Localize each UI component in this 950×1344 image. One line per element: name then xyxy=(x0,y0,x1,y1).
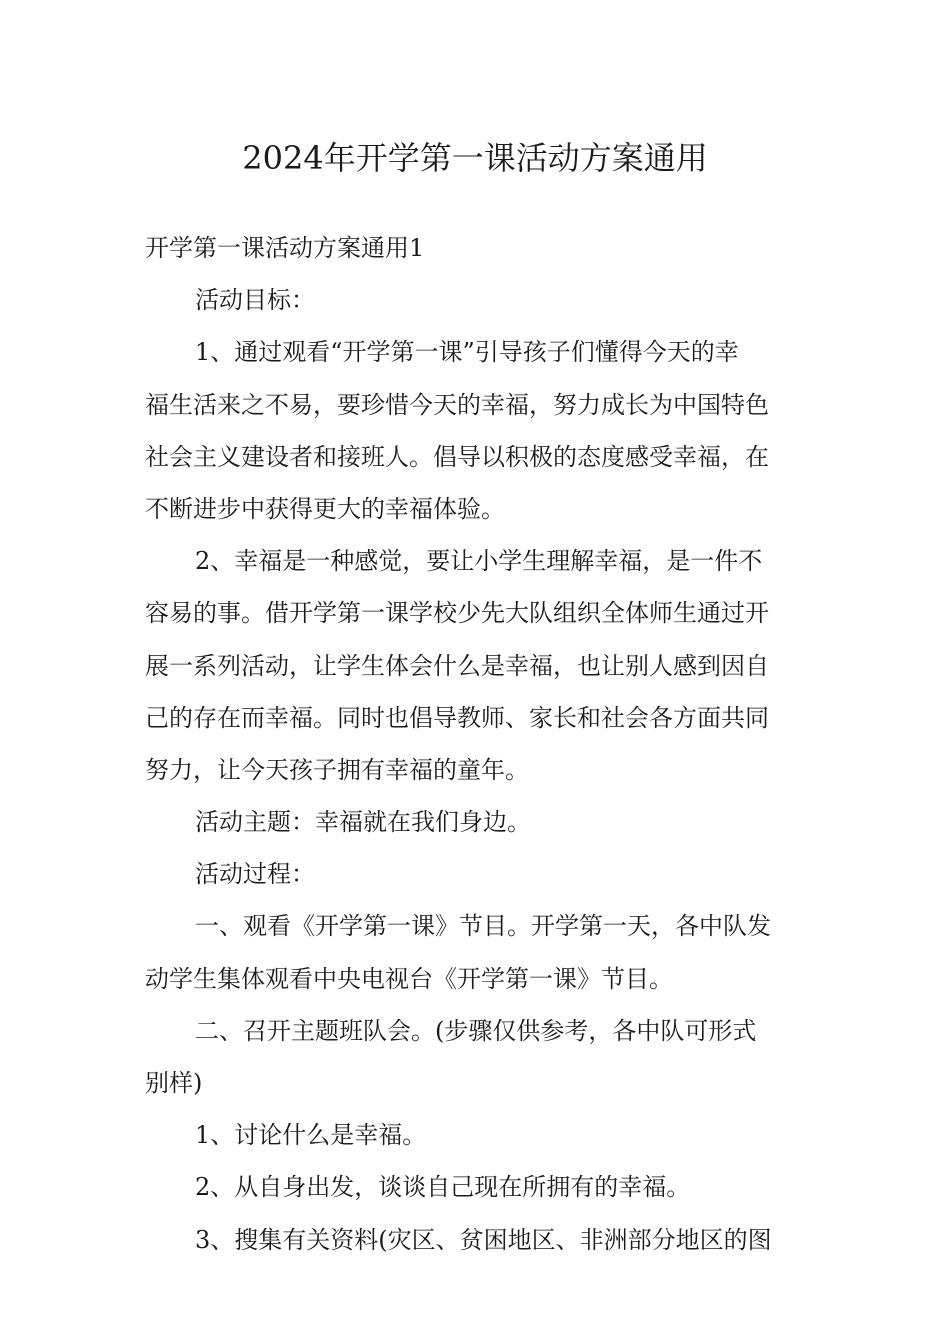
text-line: 2、从自身出发，谈谈自己现在所拥有的幸福。 xyxy=(195,1173,691,1202)
text-line: 活动主题：幸福就在我们身边。 xyxy=(195,808,531,837)
text-line: 别样) xyxy=(145,1069,203,1097)
text-line: 活动目标： xyxy=(195,286,315,315)
text-line: 不断进步中获得更大的幸福体验。 xyxy=(145,494,505,523)
text-line: 努力，让今天孩子拥有幸福的童年。 xyxy=(145,755,529,784)
text-line: 1、讨论什么是幸福。 xyxy=(195,1121,427,1150)
text-line: 1、通过观看“开学第一课”引导孩子们懂得今天的幸 xyxy=(195,338,739,367)
text-line: 展一系列活动，让学生体会什么是幸福，也让别人感到因自 xyxy=(145,651,769,680)
document-body xyxy=(145,222,825,1266)
text-line: 社会主义建设者和接班人。倡导以积极的态度感受幸福，在 xyxy=(145,442,769,471)
section-heading: 开学第一课活动方案通用1 xyxy=(145,234,425,262)
document-title: 2024年开学第一课活动方案通用 xyxy=(242,139,708,177)
text-line: 3、搜集有关资料(灾区、贫困地区、非洲部分地区的图 xyxy=(195,1225,772,1254)
text-line: 一、观看《开学第一课》节目。开学第一天，各中队发 xyxy=(195,912,771,941)
text-line: 己的存在而幸福。同时也倡导教师、家长和社会各方面共同 xyxy=(145,703,769,732)
text-line: 动学生集体观看中央电视台《开学第一课》节目。 xyxy=(145,964,673,993)
text-line: 活动过程： xyxy=(195,860,315,889)
text-line: 二、召开主题班队会。(步骤仅供参考，各中队可形式 xyxy=(195,1016,757,1045)
text-line: 2、幸福是一种感觉，要让小学生理解幸福，是一件不 xyxy=(195,547,763,576)
text-line: 福生活来之不易，要珍惜今天的幸福，努力成长为中国特色 xyxy=(145,390,769,419)
text-line: 容易的事。借开学第一课学校少先大队组织全体师生通过开 xyxy=(145,599,769,628)
